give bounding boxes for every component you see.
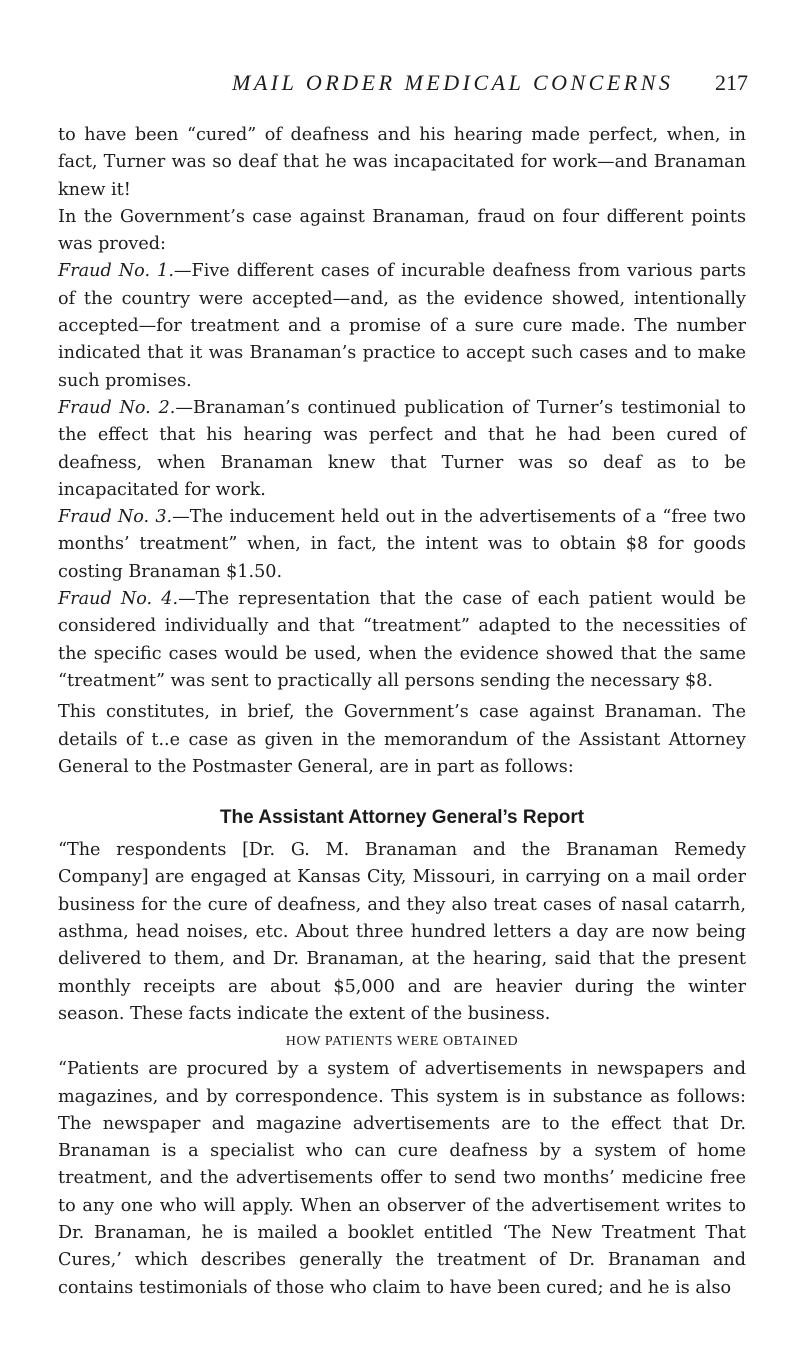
paragraph-patients: “Patients are procured by a system of advertisements in newspapers and magazines, and by correspondence. This system is in substance as follows: The newspaper and magazine advertisements are to the effect that Dr. Branaman is a specialist who can cure deafness by a system of home treatment, and the advertisements offer to send two months’ medicine free to any one who will apply. When an observer of the advertisement writes to Dr. Branaman, he is mailed a booklet entitled ‘The New Treatment That Cures,’ which describes generally the treatment of Dr. Branaman and contains testimonials of those who claim to have been cured; and he is also [58, 1059, 746, 1298]
subsection-heading: HOW PATIENTS WERE OBTAINED [285, 1034, 519, 1050]
paragraph-fraud-2 [58, 395, 746, 504]
fraud-2-text: —Branaman’s continued publication of Turner’s testimonial to the effect that his hearing was perfect and that he had been cured of deafness, when Branaman knew that Turner was so deaf as to be incapacitated for work. [58, 397, 746, 500]
fraud-4-text: —The representation that the case of each patient would be considered individually and that “treatment” adapted to the necessities of the specific cases would be used, when the evidence showed that the same “treatment” was sent to practically all persons sending the necessary $8. [58, 589, 746, 691]
paragraph-report-quote: “The respondents [Dr. G. M. Branaman and the Branaman Remedy Company] are engaged at Kansas City, Missouri, in carrying on a mail order business for the cure of deafness, and they also treat cases of nasal catarrh, asthma, head noises, etc. About three hundred letters a day are now being delivered to them, and Dr. Branaman, at the hearing, said that the present monthly receipts are about $5,000 and are heavier during the winter season. These facts indicate the extent of the business. [58, 840, 746, 1024]
paragraph-fraud-3 [58, 504, 746, 586]
fraud-2-label: Fraud No. 2. [58, 397, 176, 418]
fraud-3-text: —The inducement held out in the advertisements of a “free two months’ treatment” when, in fact, the intent was to obtain $8 for goods costing Branaman $1.50. [58, 507, 746, 582]
running-head [58, 70, 746, 122]
paragraph-fraud-intro: In the Government’s case against Branaman, fraud on four different points was proved: [58, 206, 746, 255]
fraud-1-text: —Five different cases of incurable deafness from various parts of the country were accepted—and, as the evidence showed, intentionally accepted—for treatment and a promise of a sure cure made. The number indicated that it was Branaman’s practice to accept such cases and to make such promises. [58, 261, 746, 391]
fraud-4-label: Fraud No. 4. [58, 589, 179, 610]
paragraph-fraud-4 [58, 586, 746, 695]
paragraph-fraud-1 [58, 258, 746, 394]
book-page [58, 70, 746, 1302]
section-heading: The Assistant Attorney General’s Report [219, 807, 585, 829]
page-number: 217 [715, 70, 748, 95]
paragraph-continuation: to have been “cured” of deafness and his hearing made perfect, when, in fact, Turner was so deaf that he was incapacitated for work—and Branaman knew it! [58, 125, 746, 200]
running-head-title: MAIL ORDER MEDICAL CONCERNS [232, 70, 674, 95]
paragraph-summary: This constitutes, in brief, the Government’s case against Branaman. The details of t..e case as given in the memorandum of the Assistant Attorney General to the Postmaster General, are in part as follows: [58, 702, 746, 777]
fraud-3-label: Fraud No. 3. [58, 507, 173, 528]
fraud-1-label: Fraud No. 1. [58, 261, 174, 282]
